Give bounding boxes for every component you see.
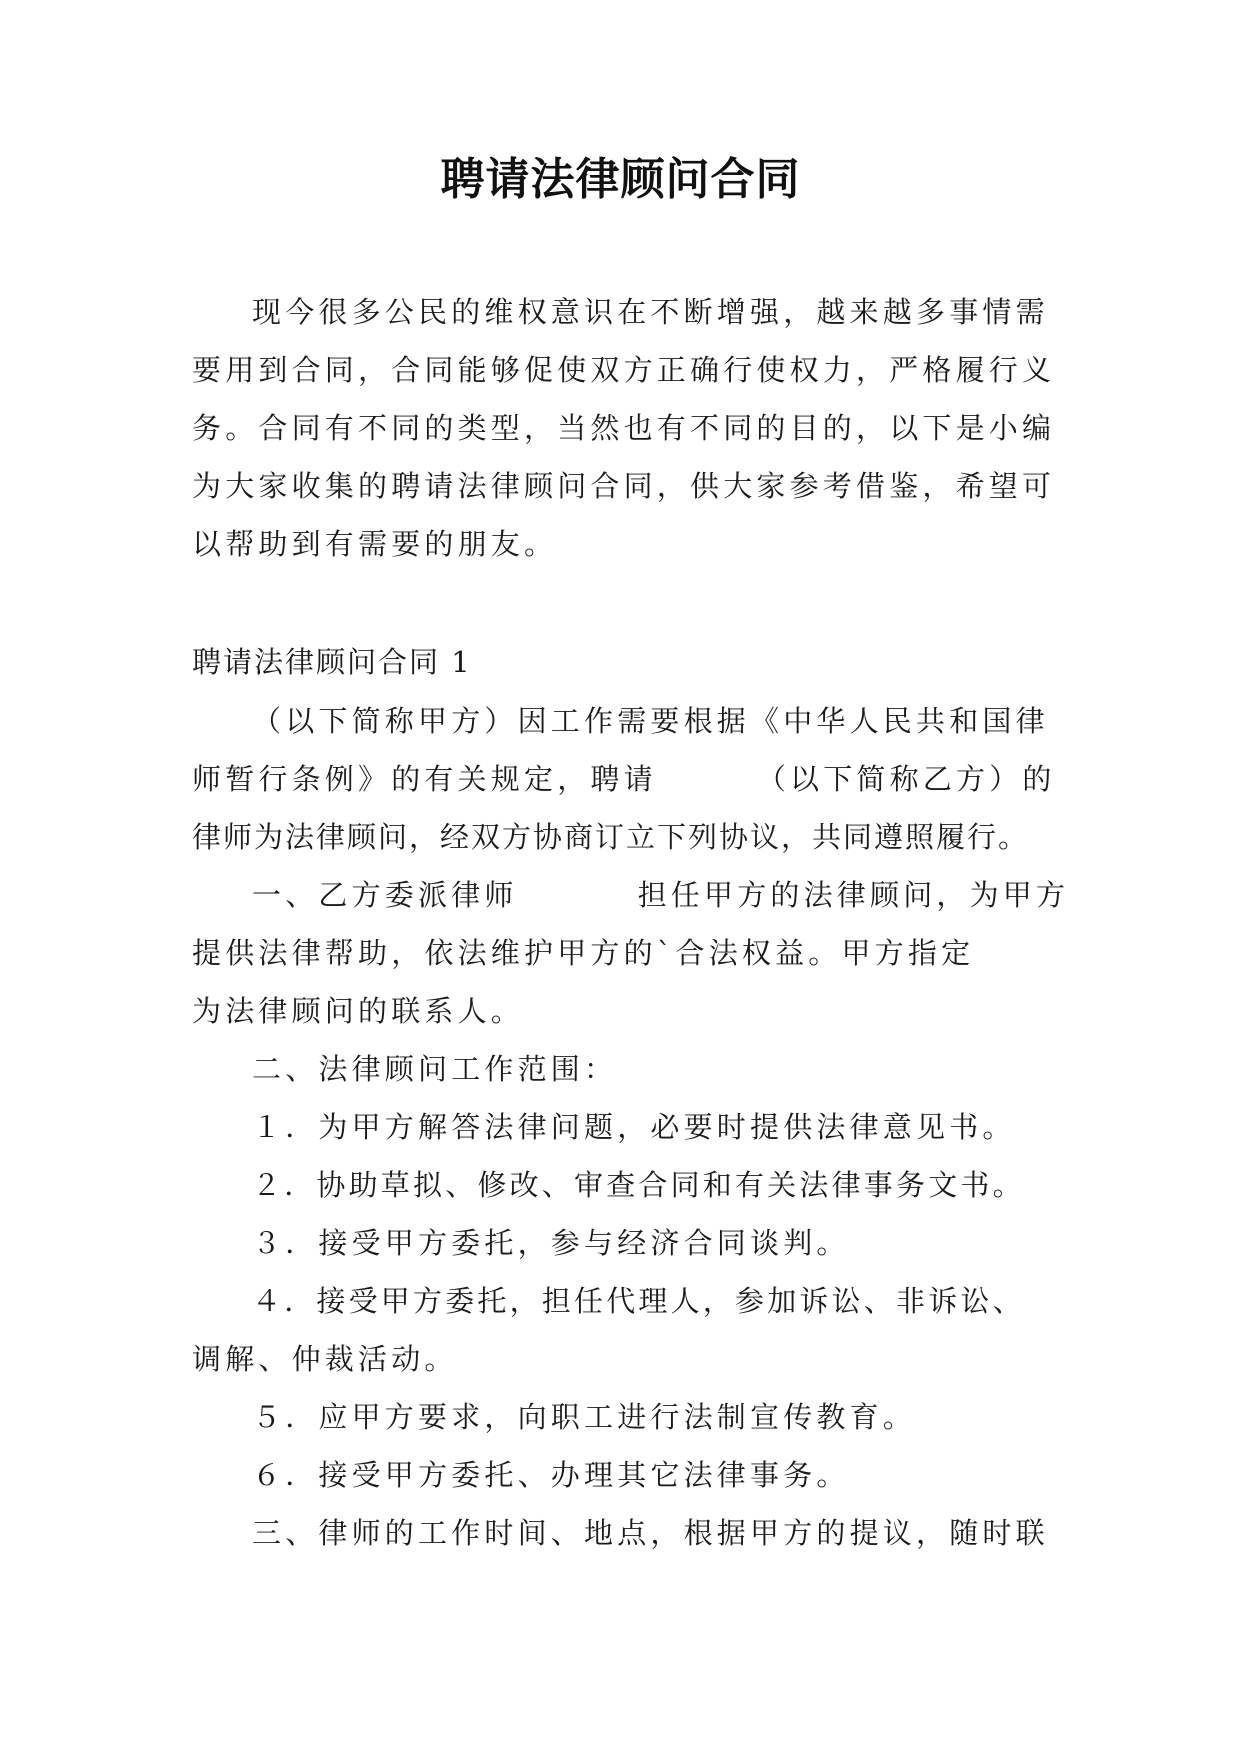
clause2-heading: 二、法律顾问工作范围： <box>252 1052 618 1086</box>
preamble-line-2-part-a: 师暂行条例》的有关规定，聘请 <box>192 762 657 796</box>
clause2-item-3: ３．接受甲方委托，参与经济合同谈判。 <box>252 1226 850 1260</box>
clause2-item-2: ２．协助草拟、修改、审查合同和有关法律事务文书。 <box>252 1168 1025 1202</box>
clause1-line-3: 为法律顾问的联系人。 <box>192 994 525 1028</box>
intro-line-1: 现今很多公民的维权意识在不断增强，越来越多事情需 <box>252 295 1049 329</box>
clause1-line-2: 提供法律帮助，依法维护甲方的`合法权益。甲方指定 <box>192 936 975 970</box>
intro-line-3: 务。合同有不同的类型，当然也有不同的目的，以下是小编 <box>192 411 1056 445</box>
intro-line-4: 为大家收集的聘请法律顾问合同，供大家参考借鉴，希望可 <box>192 469 1056 503</box>
clause1-line-1-part-b: 担任甲方的法律顾问，为甲方 <box>637 878 1070 912</box>
document-title: 聘请法律顾问合同 <box>440 154 801 205</box>
clause2-item-5: ５．应甲方要求，向职工进行法制宣传教育。 <box>252 1400 917 1434</box>
section-heading: 聘请法律顾问合同 1 <box>192 645 472 679</box>
preamble-line-1: （以下简称甲方）因工作需要根据《中华人民共和国律 <box>252 704 1049 738</box>
clause2-item-4: ４．接受甲方委托，担任代理人，参加诉讼、非诉讼、 <box>252 1284 1025 1318</box>
clause1-line-1 <box>252 875 1069 915</box>
preamble-line-2-part-b: （以下简称乙方）的 <box>756 762 1056 796</box>
clause2-item-6: ６．接受甲方委托、办理其它法律事务。 <box>252 1458 850 1492</box>
clause2-item-4-cont: 调解、仲裁活动。 <box>192 1342 458 1376</box>
preamble-line-3: 律师为法律顾问，经双方协商订立下列协议，共同遵照履行。 <box>192 820 1030 854</box>
clause1-line-1-part-a: 一、乙方委派律师 <box>252 878 518 912</box>
clause2-item-1: １．为甲方解答法律问题，必要时提供法律意见书。 <box>252 1110 1016 1144</box>
intro-line-5: 以帮助到有需要的朋友。 <box>192 527 558 561</box>
clause3-line-1: 三、律师的工作时间、地点，根据甲方的提议，随时联 <box>252 1516 1049 1550</box>
preamble-line-2 <box>192 759 1056 799</box>
intro-line-2: 要用到合同，合同能够促使双方正确行使权力，严格履行义 <box>192 353 1056 387</box>
